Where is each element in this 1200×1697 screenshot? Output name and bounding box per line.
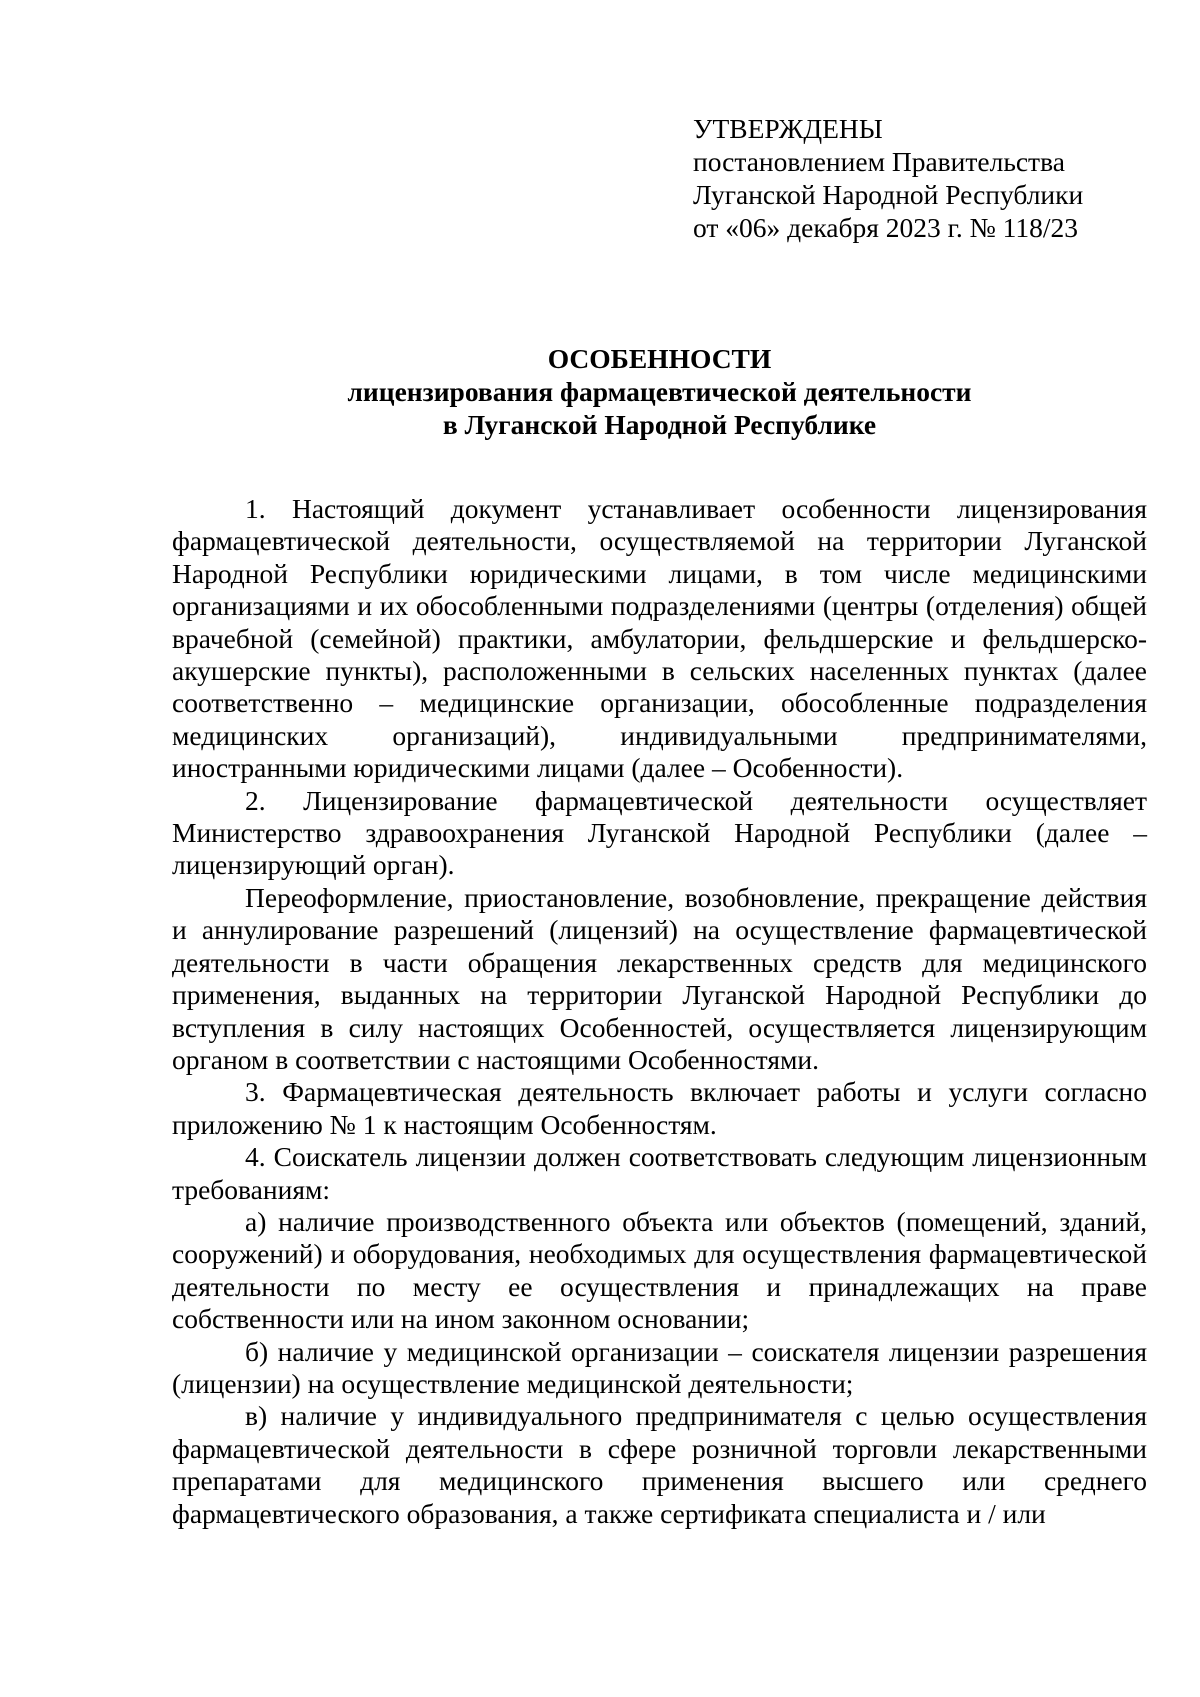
title-subheading: лицензирования фармацевтической деятельности xyxy=(347,376,972,407)
document-body xyxy=(172,493,1147,1530)
paragraph-1: 1. Настоящий документ устанавливает особенности лицензирования фармацевтической деятельности, осуществляемой на территории Луганской Народной Республики юридическими лицами, в том числе медицинскими организациями и их обособленными подразделениями (центры (отделения) общей врачебной (семейной) практики, амбулатории, фельдшерские и фельдшерско-акушерские пункты), расположенными в сельских населенных пунктах (далее соответственно – медицинские организации, обособленные подразделения медицинских организаций), индивидуальными предпринимателями, иностранными юридическими лицами (далее – Особенности). xyxy=(172,493,1147,784)
title-heading: ОСОБЕННОСТИ xyxy=(547,343,772,374)
document-title xyxy=(172,342,1147,441)
paragraph-3: 3. Фармацевтическая деятельность включает работы и услуги согласно приложению № 1 к настоящим Особенностям. xyxy=(172,1076,1147,1140)
paragraph-4: 4. Соискатель лицензии должен соответствовать следующим лицензионным требованиям: xyxy=(172,1141,1147,1205)
paragraph-2: 2. Лицензирование фармацевтической деятельности осуществляет Министерство здравоохранения Луганской Народной Республики (далее – лицензирующий орган). xyxy=(172,784,1147,881)
paragraph-4b: б) наличие у медицинской организации – соискателя лицензии разрешения (лицензии) на осуществление медицинской деятельности; xyxy=(172,1335,1147,1399)
approval-heading: УТВЕРЖДЕНЫ xyxy=(693,113,883,144)
approval-stamp-block xyxy=(693,112,1163,244)
approval-date-number: от «06» декабря 2023 г. № 118/23 xyxy=(693,212,1079,243)
paragraph-4v: в) наличие у индивидуального предпринимателя с целью осуществления фармацевтической деятельности в сфере розничной торговли лекарственными препаратами для медицинского применения высшего или среднего фармацевтического образования, а также сертификата специалиста и / или xyxy=(172,1400,1147,1529)
approval-line: постановлением Правительства xyxy=(693,146,1065,177)
approval-line: Луганской Народной Республики xyxy=(693,179,1084,210)
paragraph-2-continued: Переоформление, приостановление, возобновление, прекращение действия и аннулирование разрешений (лицензий) на осуществление фармацевтической деятельности в части обращения лекарственных средств для медицинского применения, выданных на территории Луганской Народной Республики до вступления в силу настоящих Особенностей, осуществляется лицензирующим органом в соответствии с настоящими Особенностями. xyxy=(172,881,1147,1075)
paragraph-4a: а) наличие производственного объекта или объектов (помещений, зданий, сооружений) и оборудования, необходимых для осуществления фармацевтической деятельности по месту ее осуществления и принадлежащих на праве собственности или на ином законном основании; xyxy=(172,1205,1147,1335)
title-subheading: в Луганской Народной Республике xyxy=(442,409,877,440)
